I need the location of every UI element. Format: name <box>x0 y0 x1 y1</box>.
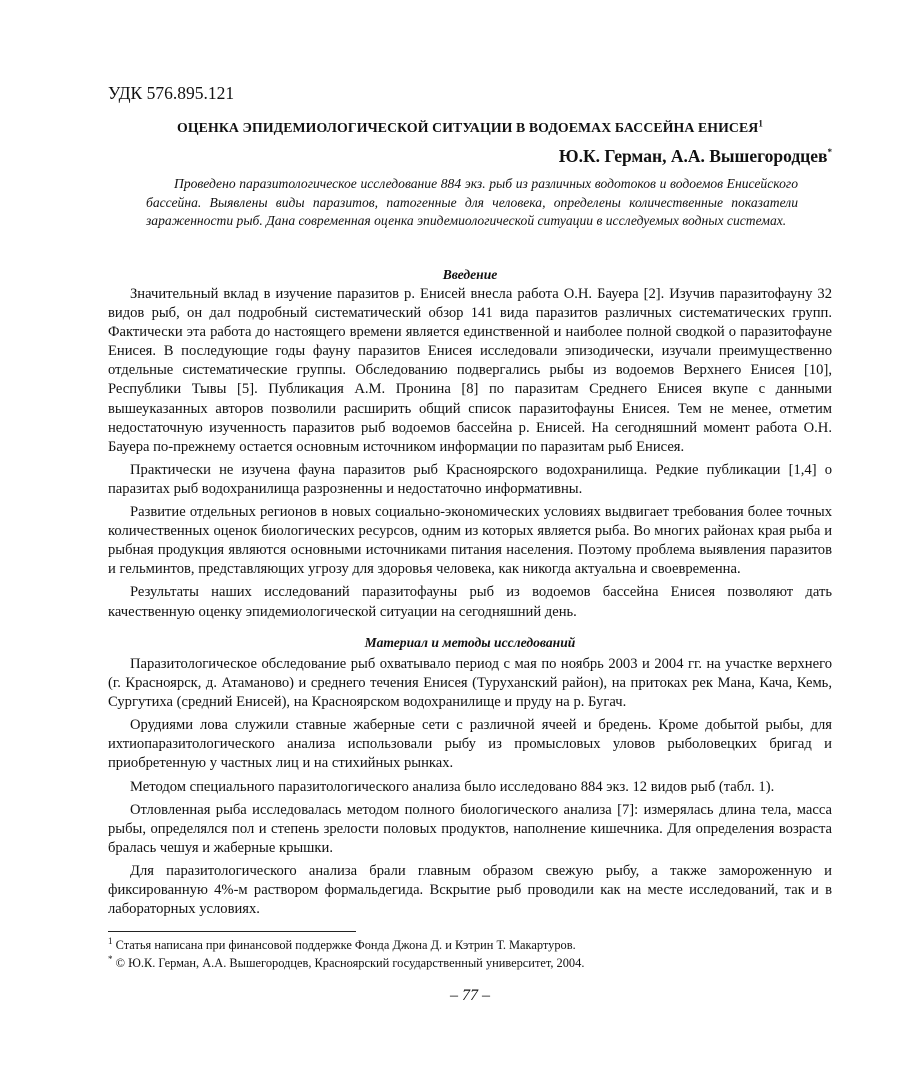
paragraph: Паразитологическое обследование рыб охватывало период с мая по ноябрь 2003 и 2004 гг. на участке верхнего (г. Красноярск, д. Атаманово) и среднего течения Енисея (Туруханский район), на притоках рек Мана, Кача, Кемь, Сургутиха (средний Енисей), на Красноярском водохранилище и пруду на р. Бугач. <box>108 656 832 711</box>
abstract-text: Проведено паразитологическое исследование 884 экз. рыб из различных водотоков и водоемов Енисейского бассейна. Выявлены виды паразитов, патогенные для человека, определены количественные показатели зараженности рыб. Дана современная оценка эпидемиологической ситуации в исследуемых водных системах. <box>146 176 798 228</box>
paragraph: Развитие отдельных регионов в новых социально-экономических условиях выдвигает требования более точных количественных оценок биологических ресурсов, одним из которых является рыба. Во многих районах края рыба и рыбная продукция являются основными источниками питания населения. Поэтому проблема выявления паразитов и гельминтов, представляющих угрозу для здоровья человека, как никогда актуальна и своевременна. <box>108 504 832 578</box>
udc-code: УДК 576.895.121 <box>108 83 235 103</box>
footnote-text: © Ю.К. Герман, А.А. Вышегородцев, Красноярский государственный университет, 2004. <box>115 956 585 970</box>
title-footnote-mark: 1 <box>758 118 763 129</box>
authors-text: Ю.К. Герман, А.А. Вышегородцев <box>558 146 828 166</box>
footnote-mark: * <box>108 953 113 964</box>
paragraph: Отловленная рыба исследовалась методом полного биологического анализа [7]: измерялась длина тела, масса рыбы, определялся пол и степень зрелости половых продуктов, наполнение кишечника. Для определения возраста бралась чешуя и жаберные крышки. <box>108 801 832 856</box>
section-heading-methods: Материал и методы исследований <box>364 635 576 650</box>
paragraph: Результаты наших исследований паразитофауны рыб из водоемов бассейна Енисея позволяют дать качественную оценку эпидемиологической ситуации на сегодняшний день. <box>108 584 832 620</box>
paragraph: Практически не изучена фауна паразитов рыб Красноярского водохранилища. Редкие публикации [1,4] о паразитах рыб водохранилища разрозненны и недостаточно информативны. <box>108 461 832 497</box>
footnote-2 <box>108 955 832 971</box>
paragraph: Орудиями лова служили ставные жаберные сети с различной ячеей и бредень. Кроме добытой рыбы, для ихтиопаразитологического анализа использовали рыбу из промысловых уловов рыболовецких бригад и приобретенную у частных лиц и на стихийных рынках. <box>108 717 832 772</box>
footnote-divider <box>108 931 356 932</box>
paragraph: Методом специального паразитологического анализа было исследовано 884 экз. 12 видов рыб (табл. 1). <box>130 778 775 795</box>
paragraph: Значительный вклад в изучение паразитов р. Енисей внесла работа О.Н. Бауера [2]. Изучив паразитофауну 32 видов рыб, он дал подробный систематический обзор 141 вида паразитов различных систематических групп. Фактически эта работа до настоящего времени является единственной и наиболее полной сводкой о паразитофауне Енисея. В последующие годы фауну паразитов Енисея исследовали эпизодически, изучали преимущественно отдельные систематические группы. Обследованию подвергались рыбы из водоемов Верхнего Енисея [10], Республики Тывы [5]. Публикация А.М. Пронина [8] по паразитам Среднего Енисея вкупе с данными вышеуказанных авторов позволили расширить общий список паразитофауны Енисея. Тем не менее, отметим недостаточную изученность паразитов рыб водоемов бассейна р. Енисей. На сегодняшний момент работа О.Н. Бауера по-прежнему остается основным источником информации по паразитам рыб Енисея. <box>108 286 832 455</box>
footnote-text: Статья написана при финансовой поддержке Фонда Джона Д. и Кэтрин Т. Макартуров. <box>115 938 576 952</box>
paragraph: Для паразитологического анализа брали главным образом свежую рыбу, а также замороженную и фиксированную 4%-м раствором формальдегида. Вскрытие рыб проводили как на месте исследований, так и в лабораторных условиях. <box>108 862 832 918</box>
authors <box>559 146 832 167</box>
section-introduction <box>108 285 832 626</box>
authors-footnote-mark: * <box>827 147 832 158</box>
section-heading-introduction: Введение <box>442 267 498 282</box>
footnote-1 <box>108 937 832 953</box>
page-number: – 77 – <box>450 987 490 1004</box>
section-methods <box>108 655 832 923</box>
footnote-mark: 1 <box>108 935 113 946</box>
article-title-text: ОЦЕНКА ЭПИДЕМИОЛОГИЧЕСКОЙ СИТУАЦИИ В ВОДОЕМАХ БАССЕЙНА ЕНИСЕЯ <box>177 120 759 135</box>
article-title <box>108 120 832 136</box>
abstract <box>146 175 798 231</box>
